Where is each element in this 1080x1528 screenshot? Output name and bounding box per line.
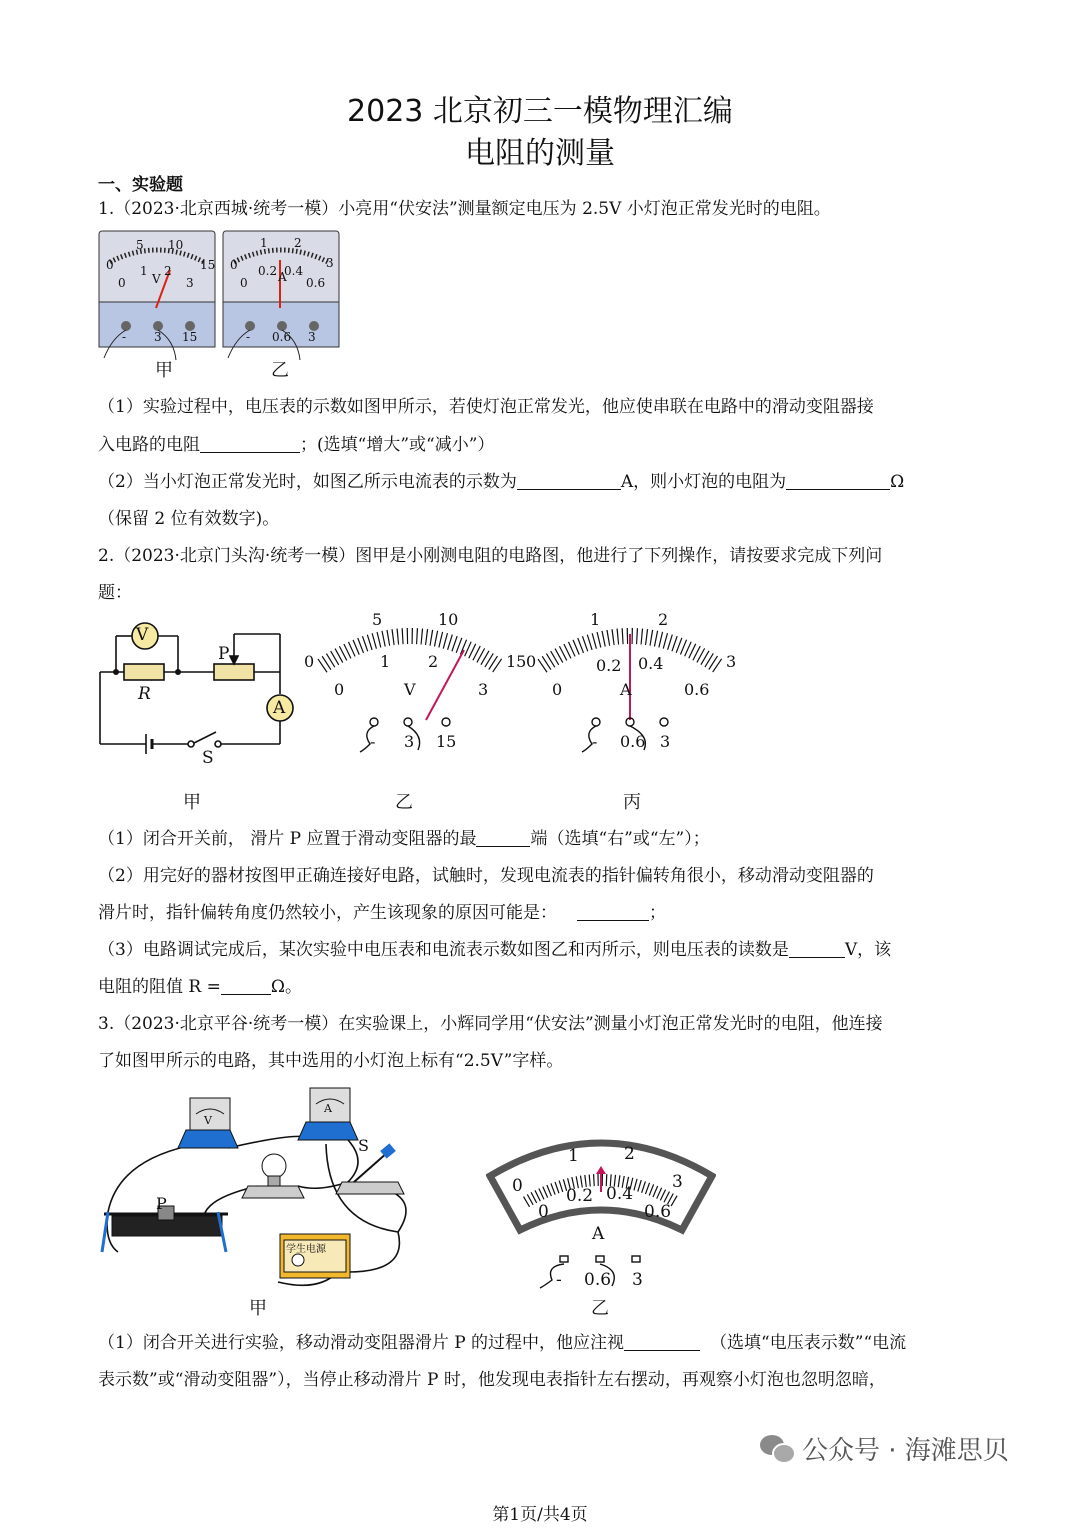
switch-label: S bbox=[202, 748, 214, 768]
watermark: 公众号 · 海滩思贝 bbox=[760, 1430, 1009, 1467]
q2-part3-line1: （3）电路调试完成后，某次实验中电压表和电流表示数如图乙和丙所示，则电压表的读数是 V，该 bbox=[98, 940, 892, 960]
section-heading: 一、实验题 bbox=[98, 175, 183, 195]
page-subtitle: 电阻的测量 bbox=[465, 136, 615, 171]
q2-part1: （1）闭合开关前， 滑片 P 应置于滑动变阻器的最 端（选填“右”或“左”）； bbox=[98, 829, 710, 849]
resistor-label: R bbox=[138, 684, 151, 704]
q1-part1-line1: （1）实验过程中，电压表的示数如图甲所示，若使灯泡正常发光，他应使串联在电路中的滑动变阻器接 bbox=[98, 397, 874, 417]
q3-part1-line1: （1）闭合开关进行实验，移动滑动变阻器滑片 P 的过程中，他应注视 （选填“电压表示数”“电流 bbox=[98, 1333, 907, 1353]
q3-fig-label-yi: 乙 bbox=[591, 1298, 609, 1319]
q2-meter-labels: 0 5 10 15 0 1 2 3 V - 3 15 0 1 2 3 0 0.2 0.4 0.6 A - 0.6 3 bbox=[304, 610, 737, 751]
q1-ammeter-labels: 0 1 2 3 0 0.2 0.4 0.6 A - 0.6 3 bbox=[230, 236, 334, 344]
page-title: 2023 北京初三一模物理汇编 bbox=[347, 94, 733, 129]
answer-blank[interactable] bbox=[786, 473, 890, 490]
q2-stem-line1: 2.（2023·北京门头沟·统考一模）图甲是小刚测电阻的电路图，他进行了下列操作，请按要求完成下列问 bbox=[98, 546, 883, 566]
q3-apparatus-labels: V A S P 学生电源 bbox=[156, 1102, 369, 1255]
q3-stem-line2: 了如图甲所示的电路，其中选用的小灯泡上标有“2.5V”字样。 bbox=[98, 1051, 564, 1071]
q2-fig-label-jia: 甲 bbox=[183, 792, 201, 813]
q2-part2-line2: 滑片时，指针偏转角度仍然较小，产生该现象的原因可能是： ； bbox=[98, 903, 666, 923]
answer-blank[interactable] bbox=[476, 830, 530, 847]
answer-blank[interactable] bbox=[624, 1334, 700, 1351]
q3-fig-label-jia: 甲 bbox=[249, 1298, 267, 1319]
q1-fig-label-jia: 甲 bbox=[155, 360, 173, 381]
page-footer: 第1页/共4页 bbox=[492, 1505, 588, 1525]
q3-part1-line2: 表示数”或“滑动变阻器”），当停止移动滑片 P 时，他发现电表指针左右摆动，再观察小灯泡也忽明忽暗， bbox=[98, 1370, 886, 1390]
answer-blank[interactable] bbox=[517, 473, 621, 490]
q1-part1-line2: 入电路的电阻 ；(选填“增大”或“减小”） bbox=[98, 435, 495, 455]
q1-fig-label-yi: 乙 bbox=[271, 360, 289, 381]
q1-voltmeter-labels: 0 5 10 15 0 1 2 3 V - 3 15 bbox=[106, 238, 216, 344]
answer-blank[interactable] bbox=[789, 941, 845, 958]
q2-part3-line2: 电阻的阻值 R = Ω。 bbox=[98, 977, 302, 997]
q3-ammeter-labels: 0 1 2 3 0 0.2 0.4 0.6 A - 0.6 3 bbox=[512, 1144, 683, 1290]
answer-blank[interactable] bbox=[221, 978, 271, 995]
q1-stem: 1.（2023·北京西城·统考一模）小亮用“伏安法”测量额定电压为 2.5V 小灯泡正常发光时的电阻。 bbox=[98, 199, 831, 219]
voltmeter-symbol: V bbox=[136, 625, 149, 645]
wechat-icon bbox=[760, 1435, 794, 1463]
q2-fig-label-yi: 乙 bbox=[395, 792, 413, 813]
answer-blank[interactable] bbox=[200, 436, 300, 453]
q2-stem-line2: 题： bbox=[98, 583, 132, 603]
q1-part2-line1: （2）当小灯泡正常发光时，如图乙所示电流表的示数为 A，则小灯泡的电阻为 Ω bbox=[98, 472, 905, 492]
q2-part2-line1: （2）用完好的器材按图甲正确连接好电路，试触时，发现电流表的指针偏转角很小，移动滑动变阻器的 bbox=[98, 866, 874, 886]
slider-label: P bbox=[218, 644, 230, 664]
q2-circuit-labels bbox=[96, 616, 296, 776]
ammeter-symbol: A bbox=[273, 698, 286, 718]
answer-blank[interactable] bbox=[577, 904, 649, 921]
q1-part2-line2: （保留 2 位有效数字)。 bbox=[98, 509, 280, 529]
q2-fig-label-bing: 丙 bbox=[623, 792, 641, 813]
q3-stem-line1: 3.（2023·北京平谷·统考一模）在实验课上，小辉同学用“伏安法”测量小灯泡正常发光时的电阻，他连接 bbox=[98, 1014, 883, 1034]
